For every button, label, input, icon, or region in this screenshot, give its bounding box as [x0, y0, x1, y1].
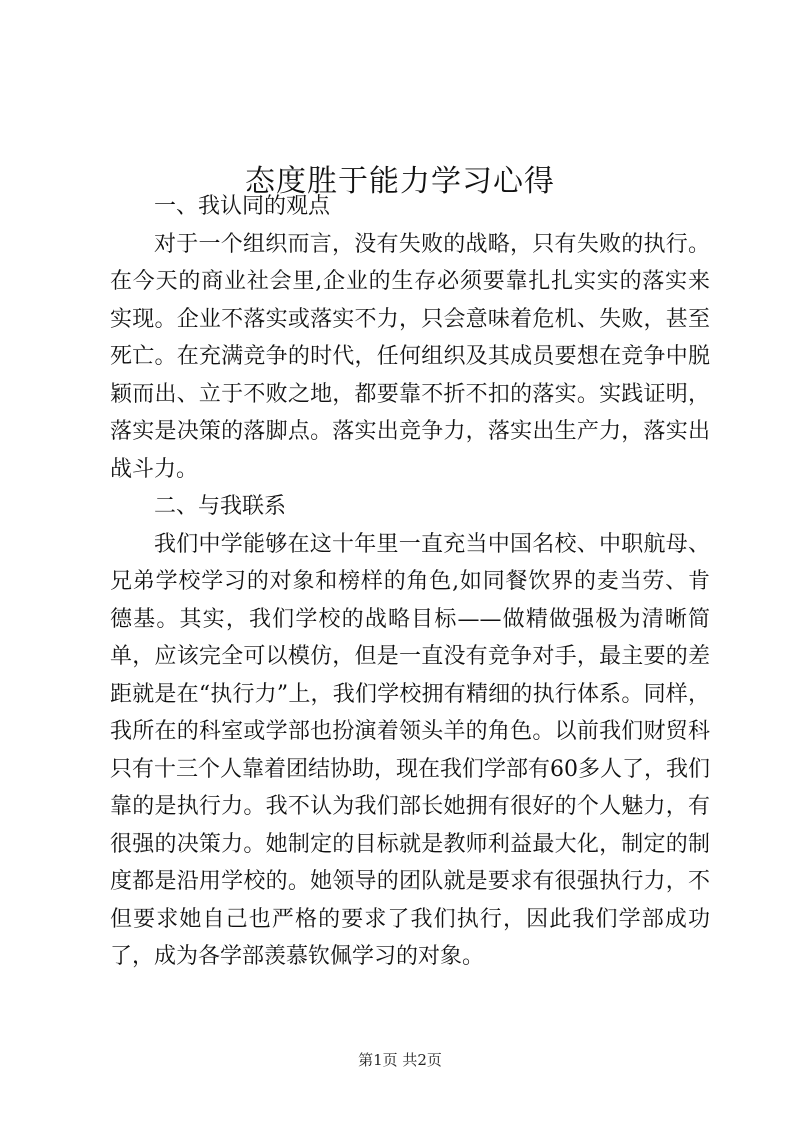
- document-title: 态度胜于能力学习心得: [245, 164, 555, 200]
- section-heading-2: 二、与我联系: [154, 494, 287, 519]
- section-paragraph-2: 我们中学能够在这十年里一直充当中国名校、中职航母、兄弟学校学习的对象和榜样的角色,如同餐饮界的麦当劳、肯德基。其实，我们学校的战略目标——做精做强极为清晰简单，应该完全可以模仿，但是一直没有竞争对手，最主要的差距就是在“执行力”上，我们学校拥有精细的执行体系。同样，我所在的科室或学部也扮演着领头羊的角色。以前我们财贸科只有十三个人靠着团结协助，现在我们学部有60多人了，我们靠的是执行力。我不认为我们部长她拥有很好的个人魅力，有很强的决策力。她制定的目标就是教师利益最大化，制定的制度都是沿用学校的。她领导的团队就是要求有很强执行力，不但要求她自己也严格的要求了我们执行，因此我们学部成功了，成为各学部羡慕钦佩学习的对象。: [110, 531, 710, 969]
- section-paragraph-1: 对于一个组织而言，没有失败的战略，只有失败的执行。在今天的商业社会里,企业的生存必须要靠扎扎实实的落实来实现。企业不落实或落实不力，只会意味着危机、失败，甚至死亡。在充满竞争的时代，任何组织及其成员要想在竞争中脱颖而出、立于不败之地，都要靠不折不扣的落实。实践证明，落实是决策的落脚点。落实出竞争力，落实出生产力，落实出战斗力。: [110, 231, 710, 482]
- document-body: [110, 188, 710, 976]
- page-footer: 第1页 共2页: [358, 1051, 442, 1069]
- section-heading-1: 一、我认同的观点: [154, 194, 331, 219]
